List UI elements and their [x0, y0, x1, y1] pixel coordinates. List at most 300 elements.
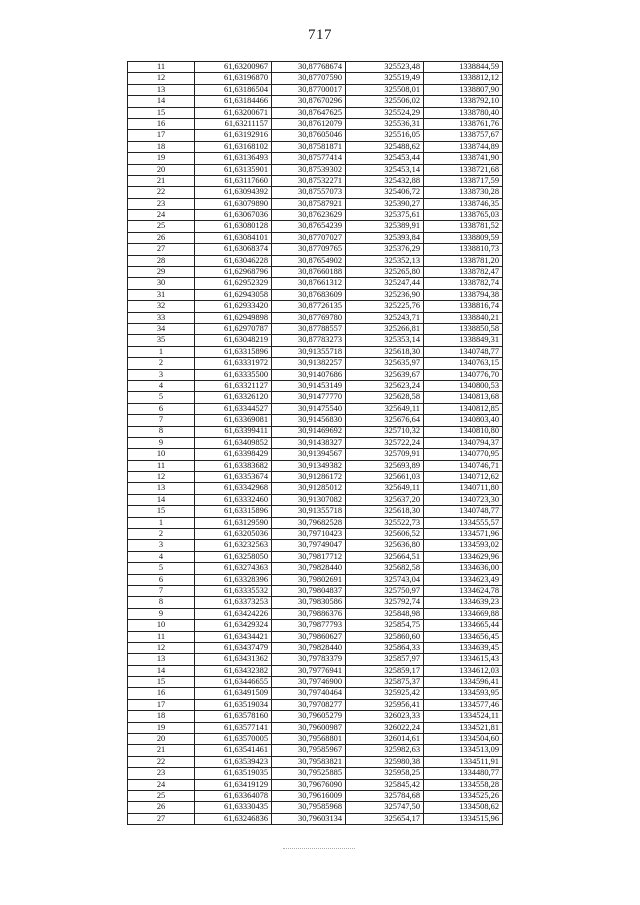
cell-coord-y: 1334524,11	[424, 711, 503, 722]
cell-coord-y: 1338807,90	[424, 84, 503, 95]
cell-coord-x: 325649,11	[346, 483, 424, 494]
cell-longitude: 30,79830586	[272, 597, 346, 608]
cell-latitude: 61,63398429	[195, 449, 272, 460]
cell-point-number: 12	[128, 73, 195, 84]
cell-longitude: 30,87647625	[272, 107, 346, 118]
table-row	[128, 688, 503, 699]
cell-coord-x: 325661,03	[346, 472, 424, 483]
table-row	[128, 426, 503, 437]
cell-latitude: 61,63383682	[195, 460, 272, 471]
cell-coord-y: 1338781,20	[424, 255, 503, 266]
cell-latitude: 61,62952329	[195, 278, 272, 289]
table-row	[128, 301, 503, 312]
cell-coord-x: 325389,91	[346, 221, 424, 232]
cell-coord-x: 325982,63	[346, 745, 424, 756]
cell-latitude: 61,63330435	[195, 802, 272, 813]
cell-longitude: 30,79877793	[272, 620, 346, 631]
cell-point-number: 3	[128, 540, 195, 551]
cell-coord-x: 325522,73	[346, 517, 424, 528]
cell-coord-x: 325860,60	[346, 631, 424, 642]
cell-coord-y: 1338809,59	[424, 232, 503, 243]
cell-coord-x: 325864,33	[346, 642, 424, 653]
cell-coord-x: 325635,97	[346, 358, 424, 369]
cell-coord-x: 325710,32	[346, 426, 424, 437]
cell-longitude: 30,87788557	[272, 323, 346, 334]
cell-point-number: 7	[128, 585, 195, 596]
cell-latitude: 61,63429324	[195, 620, 272, 631]
cell-coord-x: 325747,50	[346, 802, 424, 813]
cell-point-number: 1	[128, 517, 195, 528]
table-row	[128, 699, 503, 710]
cell-point-number: 14	[128, 494, 195, 505]
cell-point-number: 27	[128, 244, 195, 255]
cell-coord-y: 1338781,52	[424, 221, 503, 232]
cell-coord-x: 325352,13	[346, 255, 424, 266]
cell-longitude: 30,79860627	[272, 631, 346, 642]
cell-coord-y: 1340776,70	[424, 369, 503, 380]
cell-coord-x: 325649,11	[346, 403, 424, 414]
cell-latitude: 61,63331972	[195, 358, 272, 369]
cell-longitude: 30,87612079	[272, 118, 346, 129]
cell-longitude: 30,87539302	[272, 164, 346, 175]
cell-point-number: 29	[128, 267, 195, 278]
cell-longitude: 30,79710423	[272, 529, 346, 540]
table-row	[128, 392, 503, 403]
table-row	[128, 620, 503, 631]
cell-coord-y: 1340723,30	[424, 494, 503, 505]
cell-point-number: 15	[128, 506, 195, 517]
cell-point-number: 16	[128, 118, 195, 129]
cell-point-number: 15	[128, 107, 195, 118]
cell-coord-y: 1338794,38	[424, 289, 503, 300]
cell-coord-y: 1334624,78	[424, 585, 503, 596]
cell-latitude: 61,63135901	[195, 164, 272, 175]
cell-longitude: 30,87577414	[272, 153, 346, 164]
cell-point-number: 35	[128, 335, 195, 346]
cell-coord-y: 1334629,96	[424, 551, 503, 562]
cell-coord-x: 325792,74	[346, 597, 424, 608]
cell-point-number: 3	[128, 369, 195, 380]
cell-longitude: 30,87768674	[272, 62, 346, 73]
table-row	[128, 323, 503, 334]
cell-coord-y: 1338730,28	[424, 187, 503, 198]
cell-coord-x: 325875,37	[346, 677, 424, 688]
cell-latitude: 61,63578160	[195, 711, 272, 722]
table-row	[128, 437, 503, 448]
cell-longitude: 30,91394567	[272, 449, 346, 460]
cell-coord-y: 1338717,59	[424, 175, 503, 186]
cell-coord-y: 1338810,73	[424, 244, 503, 255]
cell-longitude: 30,87532271	[272, 175, 346, 186]
cell-latitude: 61,63541461	[195, 745, 272, 756]
cell-longitude: 30,79616009	[272, 791, 346, 802]
cell-latitude: 61,63048219	[195, 335, 272, 346]
cell-longitude: 30,79746900	[272, 677, 346, 688]
cell-longitude: 30,91477770	[272, 392, 346, 403]
cell-longitude: 30,79568801	[272, 734, 346, 745]
cell-coord-x: 325854,75	[346, 620, 424, 631]
table-row	[128, 574, 503, 585]
table-row	[128, 130, 503, 141]
cell-coord-x: 325236,90	[346, 289, 424, 300]
cell-longitude: 30,87581871	[272, 141, 346, 152]
cell-latitude: 61,63321127	[195, 380, 272, 391]
table-row	[128, 153, 503, 164]
cell-point-number: 27	[128, 813, 195, 824]
cell-longitude: 30,79749047	[272, 540, 346, 551]
cell-longitude: 30,87654902	[272, 255, 346, 266]
cell-longitude: 30,87623629	[272, 210, 346, 221]
cell-point-number: 6	[128, 403, 195, 414]
cell-coord-x: 325848,98	[346, 608, 424, 619]
cell-longitude: 30,79682528	[272, 517, 346, 528]
cell-latitude: 61,63437479	[195, 642, 272, 653]
cell-point-number: 4	[128, 551, 195, 562]
table-row	[128, 73, 503, 84]
cell-coord-x: 325958,25	[346, 768, 424, 779]
cell-point-number: 12	[128, 642, 195, 653]
cell-point-number: 25	[128, 791, 195, 802]
table-row	[128, 472, 503, 483]
cell-coord-y: 1338765,03	[424, 210, 503, 221]
table-row	[128, 84, 503, 95]
table-row	[128, 631, 503, 642]
cell-coord-x: 325225,76	[346, 301, 424, 312]
cell-point-number: 16	[128, 688, 195, 699]
cell-coord-y: 1334596,41	[424, 677, 503, 688]
cell-point-number: 22	[128, 756, 195, 767]
cell-coord-x: 325628,58	[346, 392, 424, 403]
cell-coord-y: 1334504,60	[424, 734, 503, 745]
cell-coord-x: 326014,61	[346, 734, 424, 745]
table-row	[128, 346, 503, 357]
cell-latitude: 61,63315896	[195, 346, 272, 357]
cell-coord-x: 325523,48	[346, 62, 424, 73]
cell-coord-x: 325676,64	[346, 415, 424, 426]
table-row	[128, 517, 503, 528]
table-row	[128, 494, 503, 505]
cell-latitude: 61,63274363	[195, 563, 272, 574]
table-row	[128, 540, 503, 551]
table-row	[128, 756, 503, 767]
cell-coord-y: 1338782,47	[424, 267, 503, 278]
cell-point-number: 26	[128, 232, 195, 243]
cell-longitude: 30,91407686	[272, 369, 346, 380]
table-row	[128, 232, 503, 243]
table-row	[128, 187, 503, 198]
cell-coord-y: 1334639,23	[424, 597, 503, 608]
cell-coord-x: 325623,24	[346, 380, 424, 391]
cell-coord-x: 325859,17	[346, 665, 424, 676]
cell-coord-x: 325432,88	[346, 175, 424, 186]
cell-coord-y: 1338761,76	[424, 118, 503, 129]
cell-longitude: 30,79708277	[272, 699, 346, 710]
cell-coord-y: 1338721,68	[424, 164, 503, 175]
cell-coord-y: 1338744,89	[424, 141, 503, 152]
cell-coord-x: 325524,29	[346, 107, 424, 118]
cell-latitude: 61,63519035	[195, 768, 272, 779]
cell-longitude: 30,91382257	[272, 358, 346, 369]
cell-coord-y: 1334615,43	[424, 654, 503, 665]
cell-coord-x: 325709,91	[346, 449, 424, 460]
table-row	[128, 107, 503, 118]
cell-point-number: 28	[128, 255, 195, 266]
cell-latitude: 61,63577141	[195, 722, 272, 733]
cell-coord-x: 325519,49	[346, 73, 424, 84]
cell-longitude: 30,87654239	[272, 221, 346, 232]
cell-point-number: 2	[128, 358, 195, 369]
cell-longitude: 30,87670296	[272, 96, 346, 107]
cell-coord-x: 325453,44	[346, 153, 424, 164]
cell-longitude: 30,79817712	[272, 551, 346, 562]
table-row	[128, 734, 503, 745]
cell-coord-y: 1334636,00	[424, 563, 503, 574]
cell-coord-y: 1340803,40	[424, 415, 503, 426]
cell-longitude: 30,79583821	[272, 756, 346, 767]
page-number: 717	[308, 27, 332, 43]
cell-coord-x: 325247,44	[346, 278, 424, 289]
table-row	[128, 380, 503, 391]
cell-coord-y: 1334515,96	[424, 813, 503, 824]
table-row	[128, 585, 503, 596]
cell-point-number: 10	[128, 620, 195, 631]
table-row	[128, 597, 503, 608]
cell-longitude: 30,79804837	[272, 585, 346, 596]
table-row	[128, 791, 503, 802]
cell-longitude: 30,91355718	[272, 506, 346, 517]
cell-coord-y: 1334508,62	[424, 802, 503, 813]
cell-coord-x: 325956,41	[346, 699, 424, 710]
cell-coord-x: 325618,30	[346, 506, 424, 517]
cell-point-number: 21	[128, 175, 195, 186]
table-row	[128, 745, 503, 756]
cell-point-number: 10	[128, 449, 195, 460]
cell-longitude: 30,87707027	[272, 232, 346, 243]
cell-coord-x: 325265,80	[346, 267, 424, 278]
cell-latitude: 61,63431362	[195, 654, 272, 665]
cell-longitude: 30,87587921	[272, 198, 346, 209]
cell-coord-y: 1338780,40	[424, 107, 503, 118]
cell-coord-y: 1340746,71	[424, 460, 503, 471]
cell-point-number: 8	[128, 597, 195, 608]
cell-longitude: 30,91285012	[272, 483, 346, 494]
table-row	[128, 642, 503, 653]
table-row	[128, 449, 503, 460]
cell-latitude: 61,63344527	[195, 403, 272, 414]
cell-point-number: 20	[128, 164, 195, 175]
cell-point-number: 4	[128, 380, 195, 391]
cell-latitude: 61,63136493	[195, 153, 272, 164]
cell-longitude: 30,79740464	[272, 688, 346, 699]
cell-point-number: 25	[128, 221, 195, 232]
table-row	[128, 665, 503, 676]
cell-coord-y: 1340794,37	[424, 437, 503, 448]
cell-coord-y: 1340711,80	[424, 483, 503, 494]
cell-point-number: 17	[128, 699, 195, 710]
cell-longitude: 30,79603134	[272, 813, 346, 824]
cell-coord-x: 325857,97	[346, 654, 424, 665]
cell-latitude: 61,63258050	[195, 551, 272, 562]
cell-coord-y: 1334558,28	[424, 779, 503, 790]
table-row	[128, 141, 503, 152]
cell-latitude: 61,63232563	[195, 540, 272, 551]
cell-coord-x: 325980,38	[346, 756, 424, 767]
cell-point-number: 13	[128, 84, 195, 95]
cell-point-number: 21	[128, 745, 195, 756]
cell-coord-x: 325637,20	[346, 494, 424, 505]
cell-longitude: 30,91469692	[272, 426, 346, 437]
cell-point-number: 24	[128, 210, 195, 221]
cell-coord-x: 325693,89	[346, 460, 424, 471]
cell-coord-y: 1340712,62	[424, 472, 503, 483]
cell-coord-y: 1334665,44	[424, 620, 503, 631]
cell-coord-x: 325664,51	[346, 551, 424, 562]
cell-longitude: 30,79676090	[272, 779, 346, 790]
cell-latitude: 61,63211157	[195, 118, 272, 129]
cell-latitude: 61,63570005	[195, 734, 272, 745]
cell-coord-x: 325654,17	[346, 813, 424, 824]
cell-latitude: 61,62933420	[195, 301, 272, 312]
cell-longitude: 30,91286172	[272, 472, 346, 483]
cell-coord-x: 325376,29	[346, 244, 424, 255]
table-row	[128, 711, 503, 722]
coordinates-table	[127, 61, 503, 825]
cell-point-number: 5	[128, 392, 195, 403]
cell-latitude: 61,63432382	[195, 665, 272, 676]
cell-longitude: 30,91475540	[272, 403, 346, 414]
table-row	[128, 210, 503, 221]
table-row	[128, 118, 503, 129]
cell-coord-x: 325508,01	[346, 84, 424, 95]
table-row	[128, 483, 503, 494]
cell-coord-y: 1334639,45	[424, 642, 503, 653]
cell-longitude: 30,91307082	[272, 494, 346, 505]
table-row	[128, 722, 503, 733]
cell-coord-x: 325845,42	[346, 779, 424, 790]
cell-latitude: 61,63246836	[195, 813, 272, 824]
cell-longitude: 30,87661312	[272, 278, 346, 289]
cell-longitude: 30,87726135	[272, 301, 346, 312]
table-row	[128, 267, 503, 278]
cell-point-number: 14	[128, 96, 195, 107]
cell-latitude: 61,63192916	[195, 130, 272, 141]
cell-latitude: 61,63129590	[195, 517, 272, 528]
bottom-divider	[283, 848, 355, 849]
cell-longitude: 30,91355718	[272, 346, 346, 357]
cell-longitude: 30,79525885	[272, 768, 346, 779]
table-row	[128, 175, 503, 186]
cell-coord-x: 325536,31	[346, 118, 424, 129]
cell-coord-y: 1338757,67	[424, 130, 503, 141]
cell-latitude: 61,62968796	[195, 267, 272, 278]
cell-coord-x: 325743,04	[346, 574, 424, 585]
cell-latitude: 61,63315896	[195, 506, 272, 517]
table-row	[128, 802, 503, 813]
cell-coord-x: 325784,68	[346, 791, 424, 802]
cell-latitude: 61,63046228	[195, 255, 272, 266]
cell-longitude: 30,87769780	[272, 312, 346, 323]
cell-point-number: 1	[128, 346, 195, 357]
cell-latitude: 61,63364078	[195, 791, 272, 802]
cell-longitude: 30,79585967	[272, 745, 346, 756]
cell-latitude: 61,63205036	[195, 529, 272, 540]
cell-point-number: 15	[128, 677, 195, 688]
cell-coord-y: 1334593,02	[424, 540, 503, 551]
table-row	[128, 779, 503, 790]
table-row	[128, 278, 503, 289]
cell-point-number: 12	[128, 472, 195, 483]
cell-point-number: 7	[128, 415, 195, 426]
cell-latitude: 61,63434421	[195, 631, 272, 642]
cell-coord-y: 1334669,88	[424, 608, 503, 619]
cell-coord-x: 325266,81	[346, 323, 424, 334]
cell-latitude: 61,63080128	[195, 221, 272, 232]
cell-longitude: 30,79828440	[272, 563, 346, 574]
cell-latitude: 61,63200967	[195, 62, 272, 73]
cell-point-number: 34	[128, 323, 195, 334]
cell-coord-y: 1334656,45	[424, 631, 503, 642]
cell-coord-y: 1340770,95	[424, 449, 503, 460]
cell-coord-y: 1338746,35	[424, 198, 503, 209]
cell-point-number: 19	[128, 153, 195, 164]
table-row	[128, 312, 503, 323]
cell-point-number: 8	[128, 426, 195, 437]
cell-coord-x: 325750,97	[346, 585, 424, 596]
cell-latitude: 61,63328396	[195, 574, 272, 585]
cell-longitude: 30,87700017	[272, 84, 346, 95]
cell-latitude: 61,63117660	[195, 175, 272, 186]
table-row	[128, 62, 503, 73]
cell-coord-x: 325925,42	[346, 688, 424, 699]
cell-coord-x: 325243,71	[346, 312, 424, 323]
cell-coord-x: 325353,14	[346, 335, 424, 346]
cell-coord-x: 325506,02	[346, 96, 424, 107]
cell-point-number: 9	[128, 437, 195, 448]
cell-latitude: 61,63094392	[195, 187, 272, 198]
cell-latitude: 61,63373253	[195, 597, 272, 608]
cell-point-number: 23	[128, 198, 195, 209]
cell-coord-y: 1338792,10	[424, 96, 503, 107]
cell-coord-x: 325453,14	[346, 164, 424, 175]
table-row	[128, 608, 503, 619]
cell-latitude: 61,63168102	[195, 141, 272, 152]
cell-point-number: 24	[128, 779, 195, 790]
cell-coord-x: 325682,58	[346, 563, 424, 574]
cell-longitude: 30,87707590	[272, 73, 346, 84]
cell-latitude: 61,62943058	[195, 289, 272, 300]
cell-longitude: 30,87557073	[272, 187, 346, 198]
cell-coord-y: 1338850,58	[424, 323, 503, 334]
cell-coord-y: 1338782,74	[424, 278, 503, 289]
cell-point-number: 11	[128, 631, 195, 642]
table-row	[128, 96, 503, 107]
cell-latitude: 61,63519034	[195, 699, 272, 710]
cell-point-number: 9	[128, 608, 195, 619]
cell-coord-y: 1340800,53	[424, 380, 503, 391]
cell-longitude: 30,91453149	[272, 380, 346, 391]
cell-coord-y: 1334525,26	[424, 791, 503, 802]
cell-latitude: 61,63326120	[195, 392, 272, 403]
cell-point-number: 26	[128, 802, 195, 813]
cell-longitude: 30,79776941	[272, 665, 346, 676]
cell-longitude: 30,91438327	[272, 437, 346, 448]
cell-latitude: 61,63332460	[195, 494, 272, 505]
table-row	[128, 563, 503, 574]
cell-longitude: 30,87605046	[272, 130, 346, 141]
table-row	[128, 289, 503, 300]
cell-point-number: 6	[128, 574, 195, 585]
cell-longitude: 30,87683609	[272, 289, 346, 300]
